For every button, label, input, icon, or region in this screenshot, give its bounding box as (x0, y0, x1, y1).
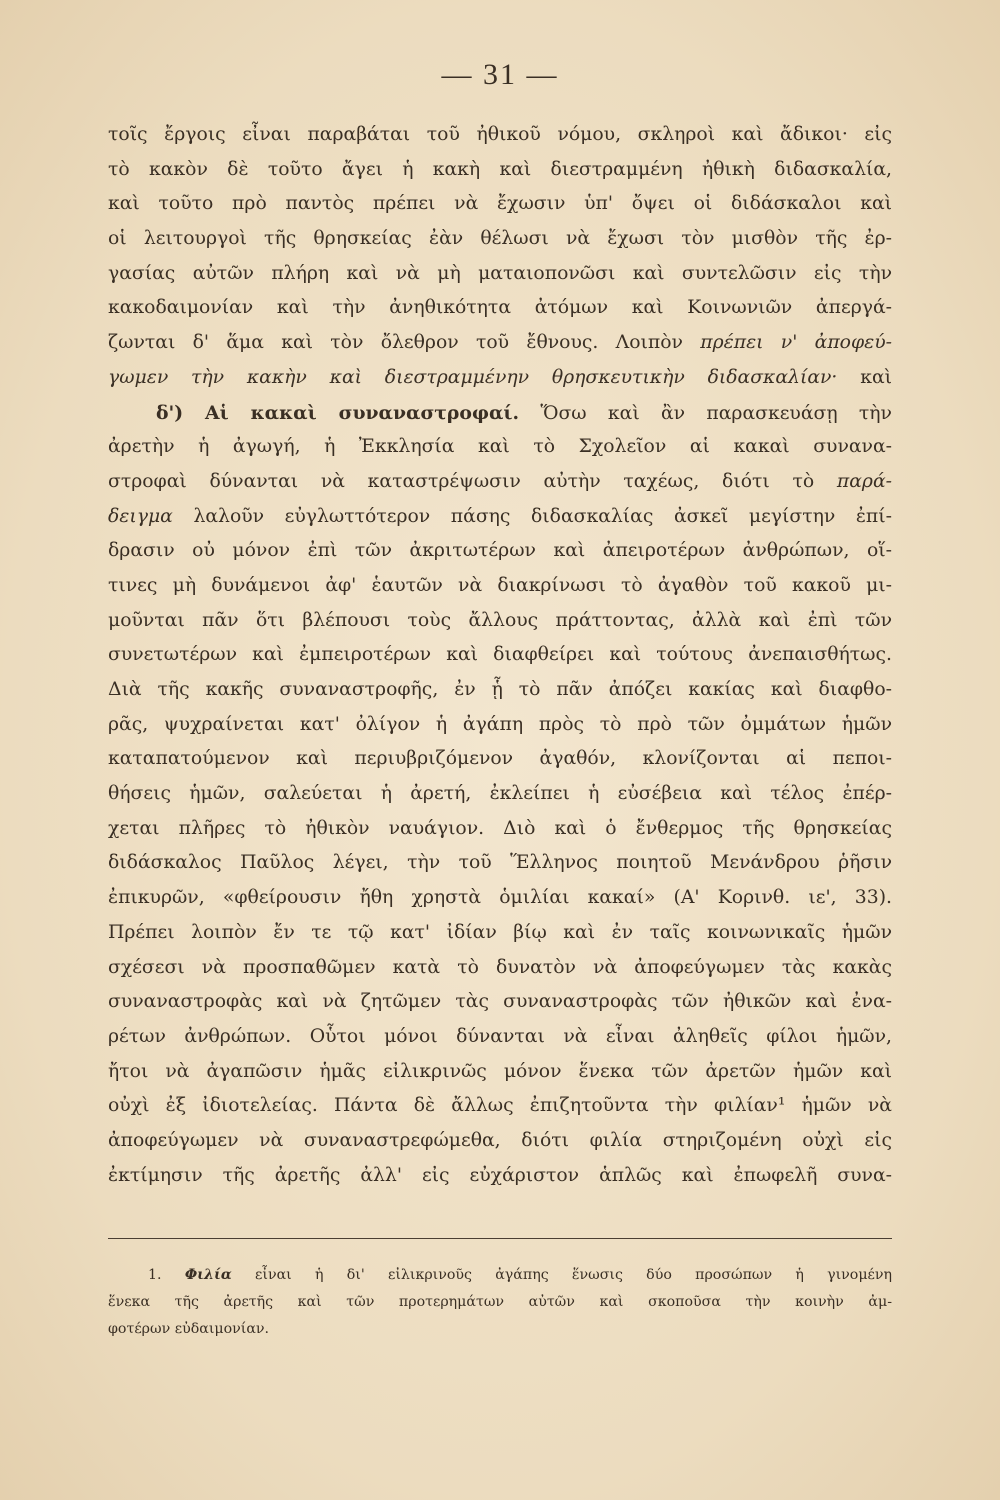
text-line: σχέσεσι νὰ προσπαθῶμεν κατὰ τὸ δυνατὸν νὰ ἀποφεύγωμεν τὰς κακὰς (108, 956, 892, 978)
footnote (108, 1262, 892, 1343)
text-run: λαλοῦν εὐγλωττότερον πάσης διδασκαλίας ἀσκεῖ μεγίστην ἐπί- (193, 505, 892, 527)
text-line (108, 361, 892, 396)
text-line: μοῦνται πᾶν ὅτι βλέπουσι τοὺς ἄλλους πράττοντας, ἀλλὰ καὶ ἐπὶ τῶν (108, 609, 892, 631)
section-heading: δ') Αἱ κακαὶ συναναστροφαί. (156, 401, 520, 424)
page-number: — 31 — (441, 58, 559, 91)
text-line: ἤτοι νὰ ἀγαπῶσιν ἡμᾶς εἰλικρινῶς μόνον ἕνεκα τῶν ἀρετῶν ἡμῶν καὶ (108, 1060, 892, 1082)
text-line: καταπατούμενον καὶ περιυβριζόμενον ἀγαθόν, κλονίζονται αἱ πεποι- (108, 748, 892, 770)
text-line: Διὰ τῆς κακῆς συναναστροφῆς, ἐν ᾗ τὸ πᾶν ἀπόζει κακίας καὶ διαφθο- (108, 679, 892, 700)
text-line (108, 326, 892, 361)
text-line: ἐκτίμησιν τῆς ἀρετῆς ἀλλ' εἰς εὐχάριστον ἁπλῶς καὶ ἐπωφελῆ συνα- (108, 1164, 892, 1186)
text-line: τὸ κακὸν δὲ τοῦτο ἄγει ἡ κακὴ καὶ διεστραμμένη ἠθικὴ διδασκαλία, (108, 158, 892, 180)
text-line: ἐπικυρῶν, «φθείρουσιν ἤθη χρηστὰ ὁμιλίαι κακαί» (Α' Κορινθ. ιε', 33). (108, 887, 892, 909)
italic-phrase: γωμεν τὴν κακὴν καὶ διεστραμμένην θρησκευτικὴν διδασκαλίαν· (108, 366, 838, 388)
text-line: καὶ τοῦτο πρὸ παντὸς πρέπει νὰ ἔχωσιν ὑπ' ὄψει οἱ διδάσκαλοι καὶ (108, 193, 892, 215)
text-line: Πρέπει λοιπὸν ἔν τε τῷ κατ' ἰδίαν βίῳ καὶ ἐν ταῖς κοινωνικαῖς ἡμῶν (108, 921, 892, 943)
text-line (108, 500, 892, 535)
text-line: τοῖς ἔργοις εἶναι παραβάται τοῦ ἠθικοῦ νόμου, σκληροὶ καὶ ἄδικοι· εἰς (108, 124, 892, 145)
footnote-line (108, 1262, 892, 1289)
footnote-term: Φιλία (184, 1267, 232, 1283)
text-line: ρᾶς, ψυχραίνεται κατ' ὀλίγον ἡ ἀγάπη πρὸς τὸ πρὸ τῶν ὀμμάτων ἡμῶν (108, 713, 892, 735)
text-run: ζωνται δ' ἅμα καὶ τὸν ὄλεθρον τοῦ ἔθνους. Λοιπὸν (108, 332, 683, 354)
text-line: ρέτων ἀνθρώπων. Οὗτοι μόνοι δύνανται νὰ εἶναι ἀληθεῖς φίλοι ἡμῶν, (108, 1025, 892, 1047)
text-line: τινες μὴ δυνάμενοι ἀφ' ἑαυτῶν νὰ διακρίνωσι τὸ ἀγαθὸν τοῦ κακοῦ μι- (108, 574, 892, 596)
italic-phrase: πρέπει ν' ἀποφεύ- (700, 332, 892, 354)
text-line: κακοδαιμονίαν καὶ τὴν ἀνηθικότητα ἀτόμων καὶ Κοινωνιῶν ἀπεργά- (108, 297, 892, 319)
text-run: καὶ (860, 366, 892, 388)
text-line: ἀποφεύγωμεν νὰ συναναστρεφώμεθα, διότι φιλία στηριζομένη οὐχὶ εἰς (108, 1129, 892, 1151)
italic-phrase: παρά- (836, 470, 892, 492)
text-line: οὐχὶ ἐξ ἰδιοτελείας. Πάντα δὲ ἄλλως ἐπιζητοῦντα τὴν φιλίαν¹ ἡμῶν νὰ (108, 1095, 892, 1117)
text-run: Ὅσω καὶ ἂν παρασκευάσῃ τὴν (540, 402, 892, 424)
text-line: θήσεις ἡμῶν, σαλεύεται ἡ ἀρετή, ἐκλείπει ἡ εὐσέβεια καὶ τέλος ἐπέρ- (108, 783, 892, 805)
italic-phrase: δειγμα (108, 505, 173, 527)
footnote-divider (108, 1238, 892, 1239)
text-line (108, 465, 892, 500)
main-text (108, 118, 892, 1193)
text-line: χεται πλῆρες τὸ ἠθικὸν ναυάγιον. Διὸ καὶ ὁ ἔνθερμος τῆς θρησκείας (108, 817, 892, 839)
text-line: δρασιν οὐ μόνον ἐπὶ τῶν ἀκριτωτέρων καὶ ἀπειροτέρων ἀνθρώπων, οἵ- (108, 540, 892, 562)
text-line: γασίας αὐτῶν πλήρη καὶ νὰ μὴ ματαιοπονῶσι καὶ συντελῶσιν εἰς τὴν (108, 262, 892, 284)
text-line: οἱ λειτουργοὶ τῆς θρησκείας ἐὰν θέλωσι νὰ ἔχωσι τὸν μισθὸν τῆς ἐρ- (108, 228, 892, 250)
footnote-marker: 1. (148, 1267, 162, 1283)
text-line: συναναστροφὰς καὶ νὰ ζητῶμεν τὰς συναναστροφὰς τῶν ἠθικῶν καὶ ἐνα- (108, 991, 892, 1013)
text-line: διδάσκαλος Παῦλος λέγει, τὴν τοῦ Ἕλληνος ποιητοῦ Μενάνδρου ῥῆσιν (108, 852, 892, 874)
text-line: συνετωτέρων καὶ ἐμπειροτέρων καὶ διαφθείρει καὶ τούτους ἀνεπαισθήτως. (108, 644, 892, 666)
text-run: εἶναι ἡ δι' εἰλικρινοῦς ἀγάπης ἕνωσις δύο προσώπων ἡ γινομένη (255, 1267, 893, 1283)
section-heading-line (108, 396, 892, 431)
text-run: στροφαὶ δύνανται νὰ καταστρέψωσιν αὐτὴν ταχέως, διότι τὸ (108, 470, 815, 492)
footnote-line: φοτέρων εὐδαιμονίαν. (108, 1321, 270, 1337)
text-line: ἀρετὴν ἡ ἀγωγή, ἡ Ἐκκλησία καὶ τὸ Σχολεῖον αἱ κακαὶ συνανα- (108, 436, 892, 458)
footnote-line: ἕνεκα τῆς ἀρετῆς καὶ τῶν προτερημάτων αὐτῶν καὶ σκοποῦσα τὴν κοινὴν ἀμ- (108, 1294, 892, 1310)
